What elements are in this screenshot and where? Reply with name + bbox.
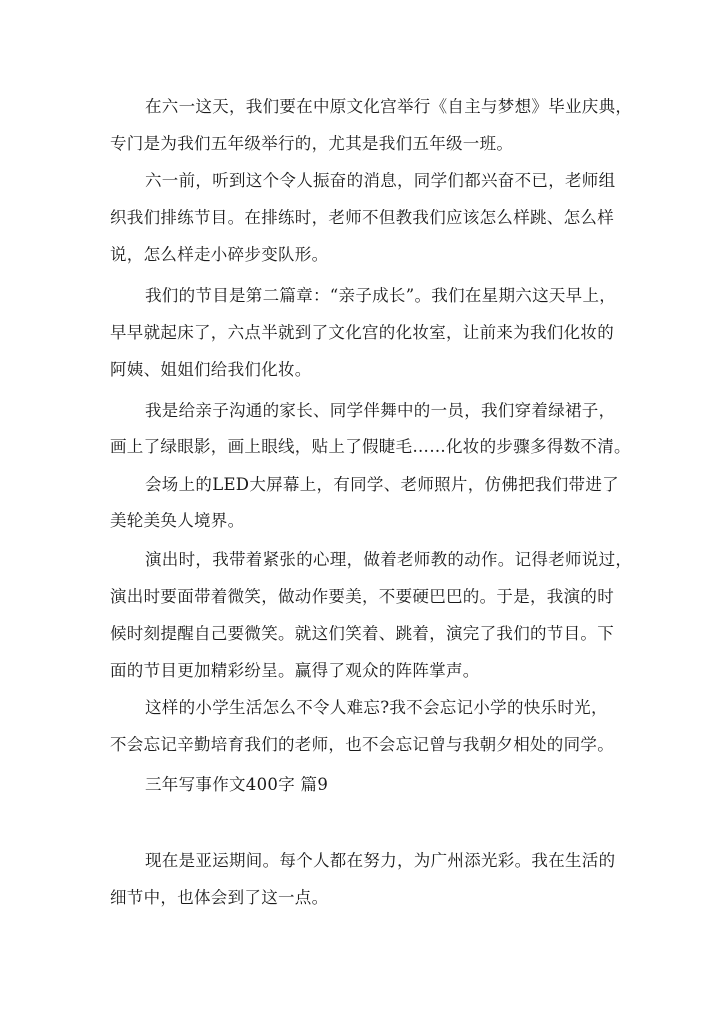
paragraph-4-line-1: 我是给亲子沟通的家长、同学伴舞中的一员，我们穿着绿裙子， <box>145 401 616 420</box>
paragraph-6-line-4: 面的节目更加精彩纷呈。赢得了观众的阵阵掌声。 <box>110 661 480 680</box>
paragraph-4-line-2: 画上了绿眼影，画上眼线，贴上了假睫毛……化妆的步骤多得数不清。 <box>110 437 631 456</box>
section-heading: 三年写事作文400字 篇9 <box>145 775 329 794</box>
paragraph-3-line-3: 阿姨、姐姐们给我们化妆。 <box>110 360 312 379</box>
paragraph-6-line-2: 演出时要面带着微笑，做动作要美，不要硬巴巴的。于是，我演的时 <box>110 587 614 606</box>
paragraph-8-line-1: 现在是亚运期间。每个人都在努力，为广州添光彩。我在生活的 <box>145 851 616 870</box>
paragraph-1-line-2: 专门是为我们五年级举行的，尤其是我们五年级一班。 <box>110 134 514 153</box>
paragraph-6-line-3: 候时刻提醒自己要微笑。就这们笑着、跳着，演完了我们的节目。下 <box>110 624 614 643</box>
paragraph-7-line-2: 不会忘记辛勤培育我们的老师，也不会忘记曾与我朝夕相处的同学。 <box>110 735 614 754</box>
paragraph-8-line-2: 细节中，也体会到了这一点。 <box>110 888 329 907</box>
paragraph-5-line-1: 会场上的LED大屏幕上，有同学、老师照片，仿佛把我们带进了 <box>145 475 619 494</box>
paragraph-1-line-1: 在六一这天，我们要在中原文化宫举行《自主与梦想》毕业庆典， <box>145 97 633 116</box>
paragraph-6-line-1: 演出时，我带着紧张的心理，做着老师教的动作。记得老师说过， <box>145 550 633 569</box>
paragraph-3-line-2: 早早就起床了，六点半就到了文化宫的化妆室，让前来为我们化妆的 <box>110 323 614 342</box>
paragraph-2-line-3: 说，怎么样走小碎步变队形。 <box>110 245 329 264</box>
paragraph-3-line-1: 我们的节目是第二篇章：“亲子成长”。我们在星期六这天早上， <box>145 286 617 305</box>
paragraph-2-line-2: 织我们排练节目。在排练时，老师不但教我们应该怎么样跳、怎么样 <box>110 208 614 227</box>
paragraph-7-line-1: 这样的小学生活怎么不令人难忘?我不会忘记小学的快乐时光， <box>145 698 608 717</box>
paragraph-2-line-1: 六一前，听到这个令人振奋的消息，同学们都兴奋不已，老师组 <box>145 171 616 190</box>
paragraph-5-line-2: 美轮美奂人境界。 <box>110 511 245 530</box>
